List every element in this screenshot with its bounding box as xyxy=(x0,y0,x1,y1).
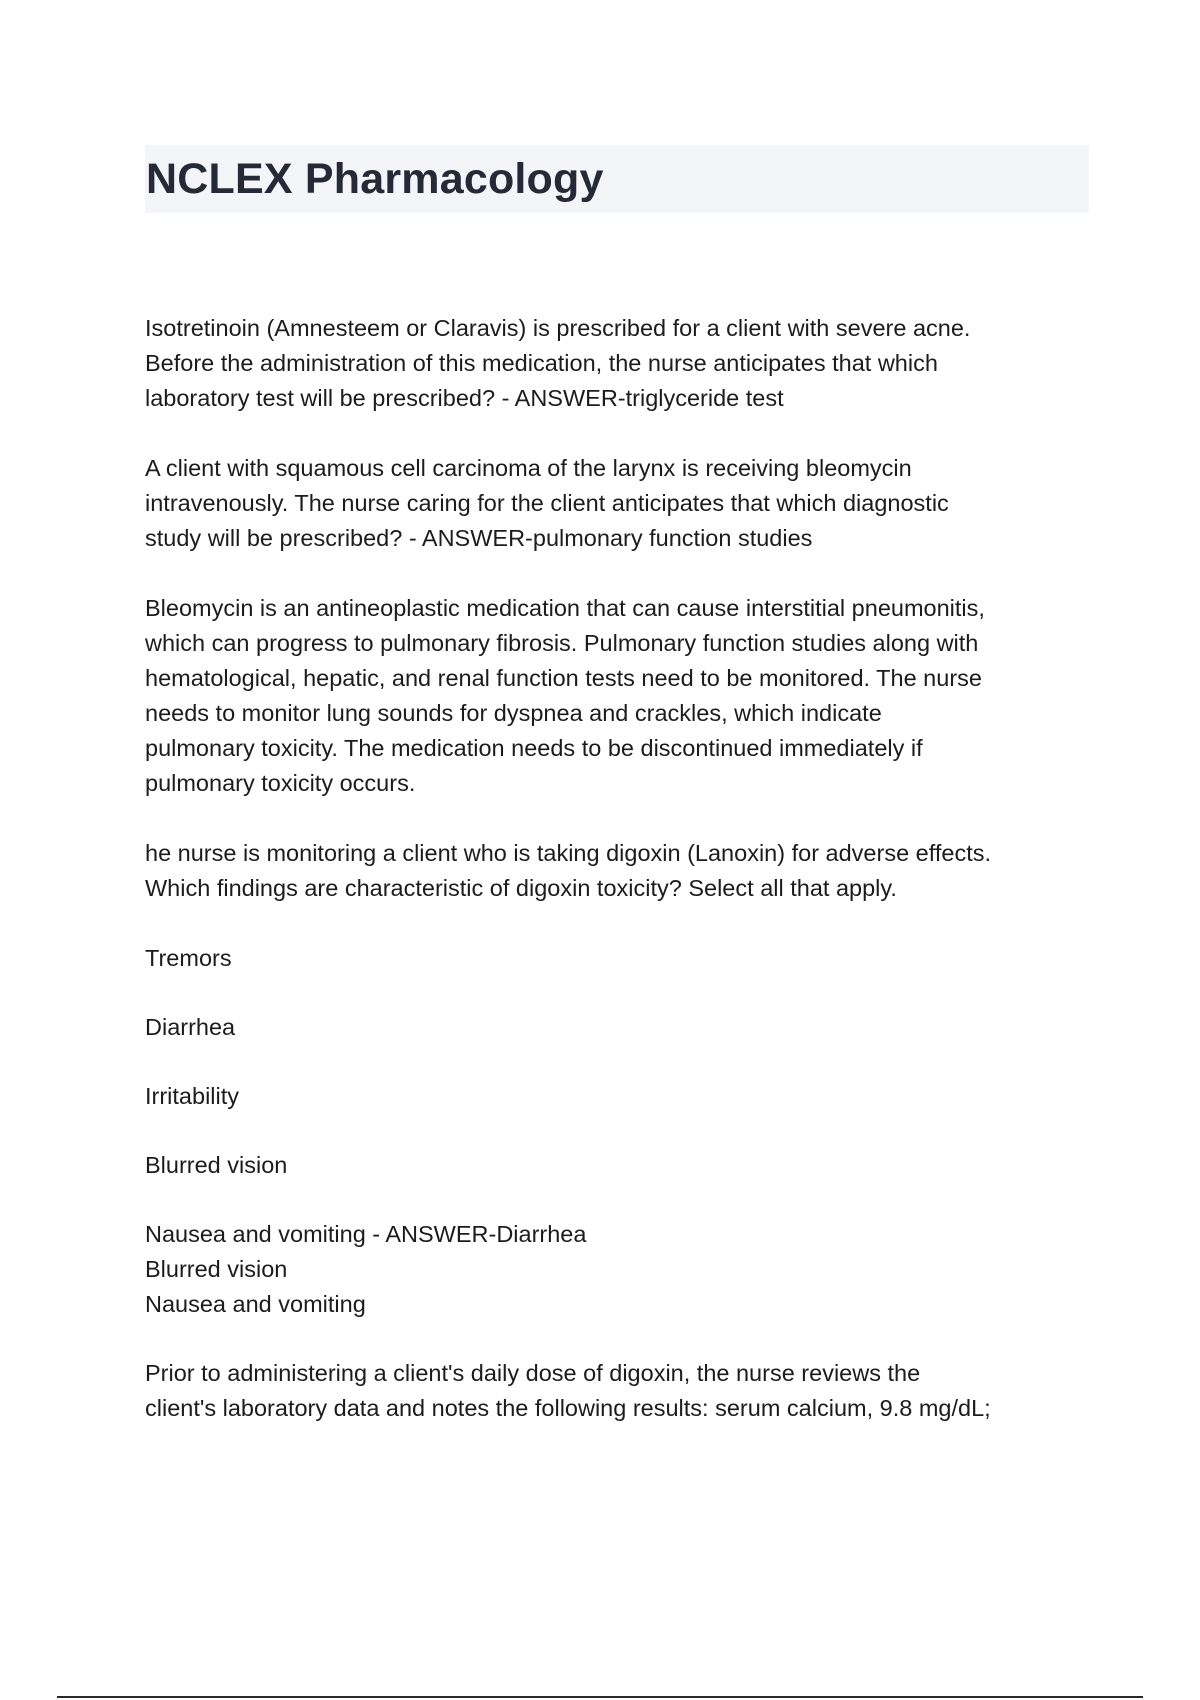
footer-divider xyxy=(57,1696,1143,1698)
answer-line: Nausea and vomiting xyxy=(145,1291,366,1317)
question-digoxin-labs: Prior to administering a client's daily dose of digoxin, the nurse reviews the client's laboratory data and notes the following results: serum calcium, 9.8 mg/dL; xyxy=(145,1360,991,1421)
answer-line: Nausea and vomiting - ANSWER-Diarrhea xyxy=(145,1221,587,1247)
document-title: NCLEX Pharmacology xyxy=(146,154,604,203)
option-item: Tremors xyxy=(145,945,232,971)
question-isotretinoin: Isotretinoin (Amnesteem or Claravis) is prescribed for a client with severe acne. Before the administration of this medication, the nurse anticipates that which laboratory test will be prescribed? - ANSWER-triglyceride test xyxy=(145,315,971,411)
option-item: Irritability xyxy=(145,1083,240,1109)
title-banner xyxy=(145,145,1089,213)
question-digoxin-toxicity: he nurse is monitoring a client who is taking digoxin (Lanoxin) for adverse effects. Which findings are characteristic of digoxin toxicity? Select all that apply. xyxy=(145,840,992,901)
question-bleomycin: A client with squamous cell carcinoma of the larynx is receiving bleomycin intravenously. The nurse caring for the client anticipates that which diagnostic study will be prescribed? - ANSWER-pulmonary function studies xyxy=(145,455,949,551)
document-body xyxy=(145,311,1095,1461)
answer-line: Blurred vision xyxy=(145,1256,288,1282)
rationale-bleomycin: Bleomycin is an antineoplastic medication that can cause interstitial pneumonitis, which can progress to pulmonary fibrosis. Pulmonary function studies along with hematological, hepatic, and renal function tests need to be monitored. The nurse needs to monitor lung sounds for dyspnea and crackles, which indicate pulmonary toxicity. The medication needs to be discontinued immediately if pulmonary toxicity occurs. xyxy=(145,595,985,796)
option-item: Blurred vision xyxy=(145,1152,288,1178)
answer-block xyxy=(145,1217,1095,1322)
option-item: Diarrhea xyxy=(145,1014,236,1040)
